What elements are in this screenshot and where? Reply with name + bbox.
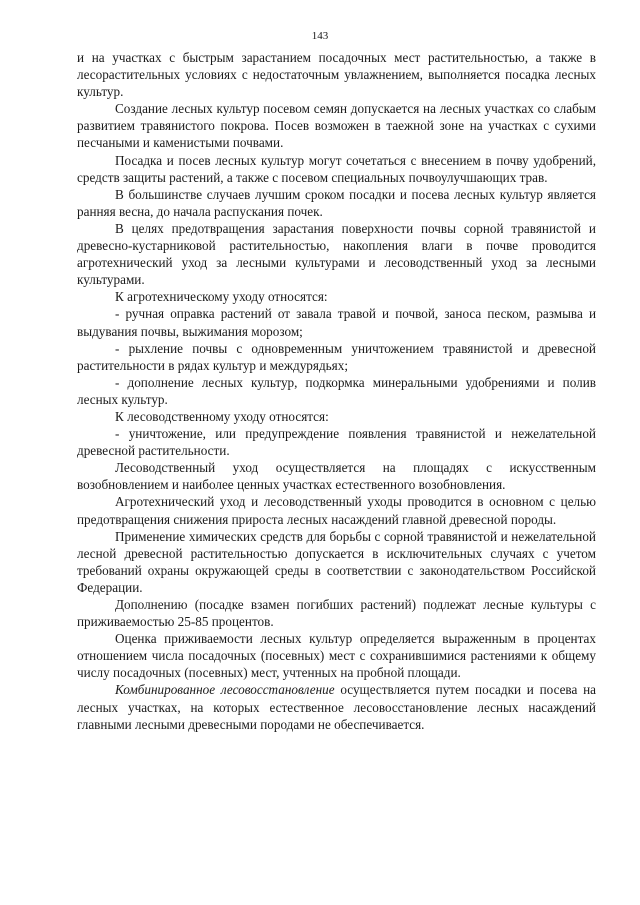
list-item: - уничтожение, или предупреждение появления травянистой и нежелательной древесной растительности. [77,426,596,459]
paragraph: и на участках с быстрым зарастанием посадочных мест растительностью, а также в лесорастительных условиях с недостаточным увлажнением, выполняется посадка лесных культур. [77,50,596,100]
paragraph: Оценка приживаемости лесных культур определяется выраженным в процентах отношением числа посадочных (посевных) мест с сохранившимися растениями к общему числу посадочных (посевных) мест, учтенных на пробной площади. [77,631,596,681]
paragraph: В большинстве случаев лучшим сроком посадки и посева лесных культур является ранняя весна, до начала распускания почек. [77,186,596,219]
list-item: - ручная оправка растений от завала травой и почвой, заноса песком, размыва и выдувания почвы, выжимания морозом; [77,306,596,339]
list-item: - рыхление почвы с одновременным уничтожением травянистой и древесной растительности в рядах культур и междурядьях; [77,340,596,373]
paragraph: Посадка и посев лесных культур могут сочетаться с внесением в почву удобрений, средств защиты растений, а также с посевом специальных почвоулучшающих трав. [77,152,596,185]
defined-term: Комбинированное лесовосстановление [115,682,335,698]
paragraph-text: осуществляется путем посадки и посева на лесных участках, на которых естественное лесовосстановление лесных насаждений главными лесными древесными породами не обеспечивается. [77,682,596,732]
paragraph: В целях предотвращения зарастания поверхности почвы сорной травянистой и древесно-кустарниковой растительностью, накопления влаги в почве проводится агротехнический уход за лесными культурами и лесоводственный уход за лесными культурами. [77,220,596,288]
paragraph: К агротехническому уходу относятся: [115,289,328,305]
paragraph: К лесоводственному уходу относятся: [115,408,329,424]
paragraph: Агротехнический уход и лесоводственный уходы проводится в основном с целью предотвращения снижения прироста лесных насаждений главной древесной породы. [77,494,596,527]
list-item: - дополнение лесных культур, подкормка минеральными удобрениями и полив лесных культур. [77,374,596,407]
document-body [77,49,596,733]
paragraph: Применение химических средств для борьбы с сорной травянистой и нежелательной лесной древесной растительностью допускается в исключительных случаях с учетом требований охраны окружающей среды в соответствии с законодательством Российской Федерации. [77,528,596,595]
page-number: 143 [311,30,329,42]
paragraph [77,681,596,732]
paragraph: Лесоводственный уход осуществляется на площадях с искусственным возобновлением и наиболее ценных участках естественного возобновления. [77,460,596,493]
paragraph: Дополнению (посадке взамен погибших растений) подлежат лесные культуры с приживаемостью 25-85 процентов. [77,597,596,630]
paragraph: Создание лесных культур посевом семян допускается на лесных участках со слабым развитием травянистого покрова. Посев возможен в таежной зоне на участках с сухими песчаными и каменистыми почвами. [77,101,596,151]
